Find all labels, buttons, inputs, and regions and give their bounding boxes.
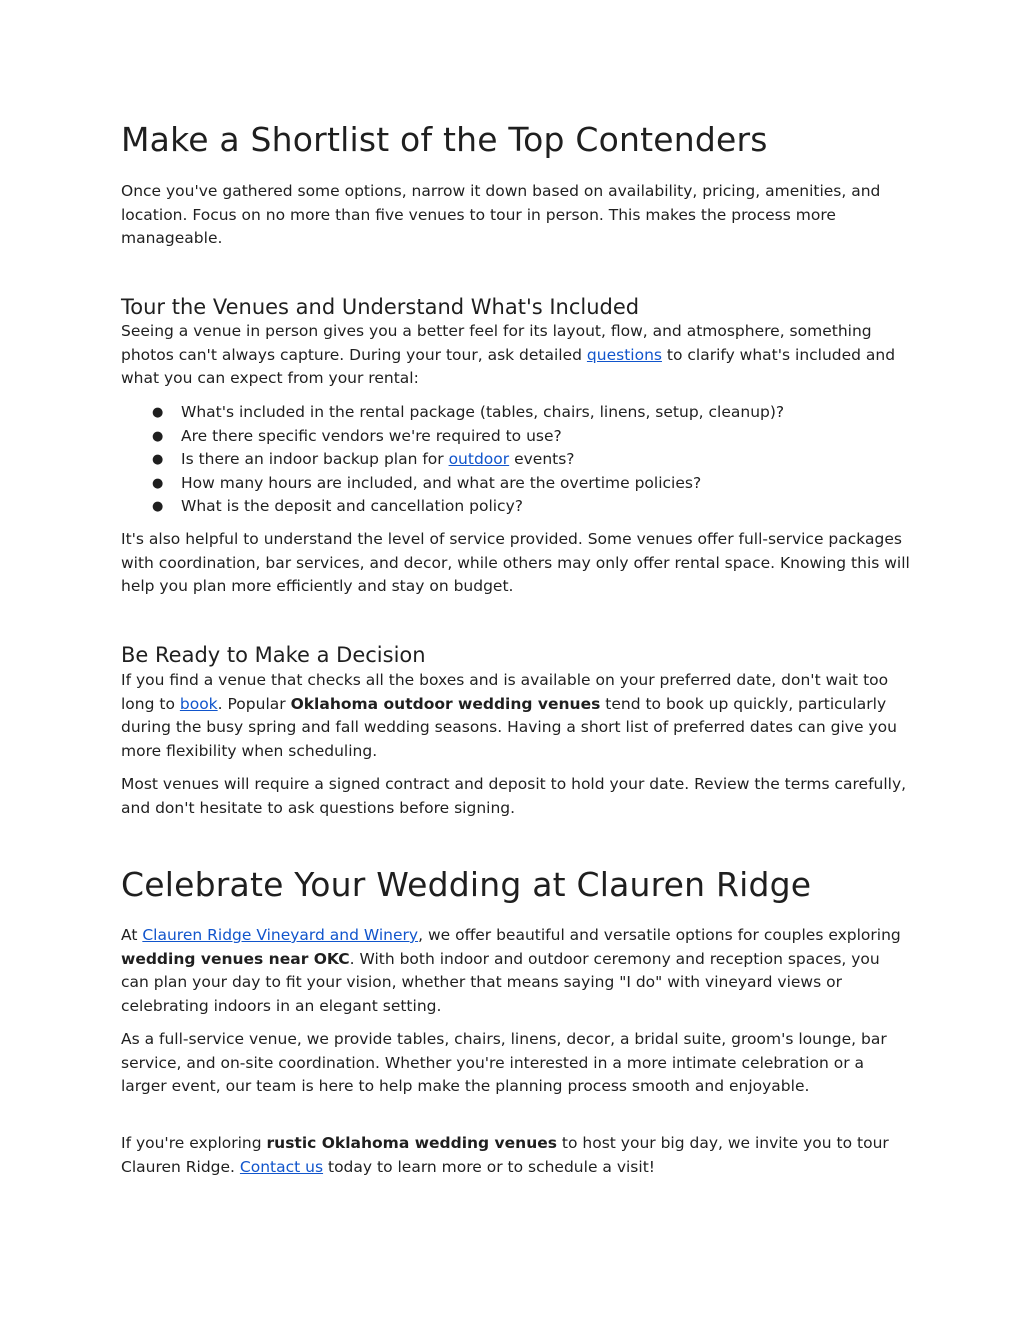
paragraph-contact — [121, 1132, 911, 1179]
contact-us-link[interactable]: Contact us — [239, 1157, 324, 1176]
text-run: At — [121, 926, 143, 944]
bullet-icon: ● — [152, 499, 164, 514]
bold-keyword: Oklahoma outdoor wedding venues — [290, 694, 601, 713]
questions-link[interactable]: questions — [586, 345, 662, 364]
paragraph-full-service: As a full-service venue, we provide tables, chairs, linens, decor, a bridal suite, groom's lounge, bar service, and on-site coordination. Whether you're interested in a more intimate celebration or a larger event, our team is here to help make the planning process smooth and enjoyable. — [121, 1030, 887, 1095]
clauren-ridge-link[interactable]: Clauren Ridge Vineyard and Winery — [142, 926, 419, 944]
list-item-text: What's included in the rental package (tables, chairs, linens, setup, cleanup)? — [181, 403, 785, 421]
list-item-text: Is there an indoor backup plan for — [181, 450, 449, 468]
heading-tour-venues: Tour the Venues and Understand What's Included — [121, 295, 640, 319]
tour-questions-list — [121, 401, 911, 519]
outdoor-link[interactable]: outdoor — [448, 450, 510, 468]
text-run: If you're exploring — [121, 1134, 267, 1152]
text-run: tend to book up quickly, particularly during the busy spring and fall wedding seasons. Having a short list of preferred dates can give you more flexibility when scheduling. — [121, 694, 897, 760]
text-run: to host your big day, we invite you to tour Clauren Ridge. — [121, 1134, 889, 1176]
list-item-text: Are there specific vendors we're required to use? — [181, 426, 562, 445]
list-item-text: events? — [509, 450, 575, 468]
bold-keyword: wedding venues near OKC — [121, 949, 350, 968]
text-run: to clarify what's included and what you can expect from your rental: — [121, 345, 896, 387]
bold-keyword: rustic Oklahoma wedding venues — [266, 1134, 557, 1152]
heading-celebrate: Celebrate Your Wedding at Clauren Ridge — [121, 865, 812, 904]
list-item — [121, 425, 911, 449]
text-run: today to learn more or to schedule a visit! — [323, 1157, 655, 1176]
text-run: If you find a venue that checks all the boxes and is available on your preferred date, don't wait too long to — [121, 671, 889, 713]
bullet-icon: ● — [152, 405, 164, 420]
text-run: , we offer beautiful and versatile options for couples exploring — [418, 926, 901, 944]
text-run: . With both indoor and outdoor ceremony and reception spaces, you can plan your day to fit your vision, whether that means saying "I do" with vineyard views or celebrating indoors in an elegant setting. — [121, 949, 880, 1015]
paragraph-service-level: It's also helpful to understand the level of service provided. Some venues offer full-service packages with coordination, bar services, and decor, while others may only offer rental space. Knowing this will help you plan more efficiently and stay on budget. — [121, 530, 910, 595]
text-run: . Popular — [217, 694, 291, 713]
list-item — [121, 401, 911, 425]
paragraph-shortlist: Once you've gathered some options, narrow it down based on availability, pricing, amenities, and location. Focus on no more than five venues to tour in person. This makes the process more manageable. — [121, 182, 881, 247]
list-item-text: How many hours are included, and what are the overtime policies? — [181, 473, 702, 492]
paragraph-contract: Most venues will require a signed contract and deposit to hold your date. Review the terms carefully, and don't hesitate to ask questions before signing. — [121, 775, 907, 817]
bullet-icon: ● — [152, 428, 164, 444]
list-item — [121, 495, 911, 519]
text-run: Seeing a venue in person gives you a better feel for its layout, flow, and atmosphere, something photos can't always capture. During your tour, ask detailed — [121, 322, 872, 364]
paragraph-clauren-intro — [121, 924, 911, 1018]
bullet-icon: ● — [152, 475, 164, 491]
paragraph-tour-intro — [121, 320, 911, 391]
heading-make-decision: Be Ready to Make a Decision — [121, 643, 426, 667]
list-item — [121, 472, 911, 496]
bullet-icon: ● — [152, 452, 164, 467]
heading-shortlist: Make a Shortlist of the Top Contenders — [121, 120, 768, 159]
list-item — [121, 448, 911, 472]
paragraph-decision — [121, 669, 911, 763]
book-link[interactable]: book — [179, 694, 218, 713]
list-item-text: What is the deposit and cancellation policy? — [181, 497, 523, 515]
